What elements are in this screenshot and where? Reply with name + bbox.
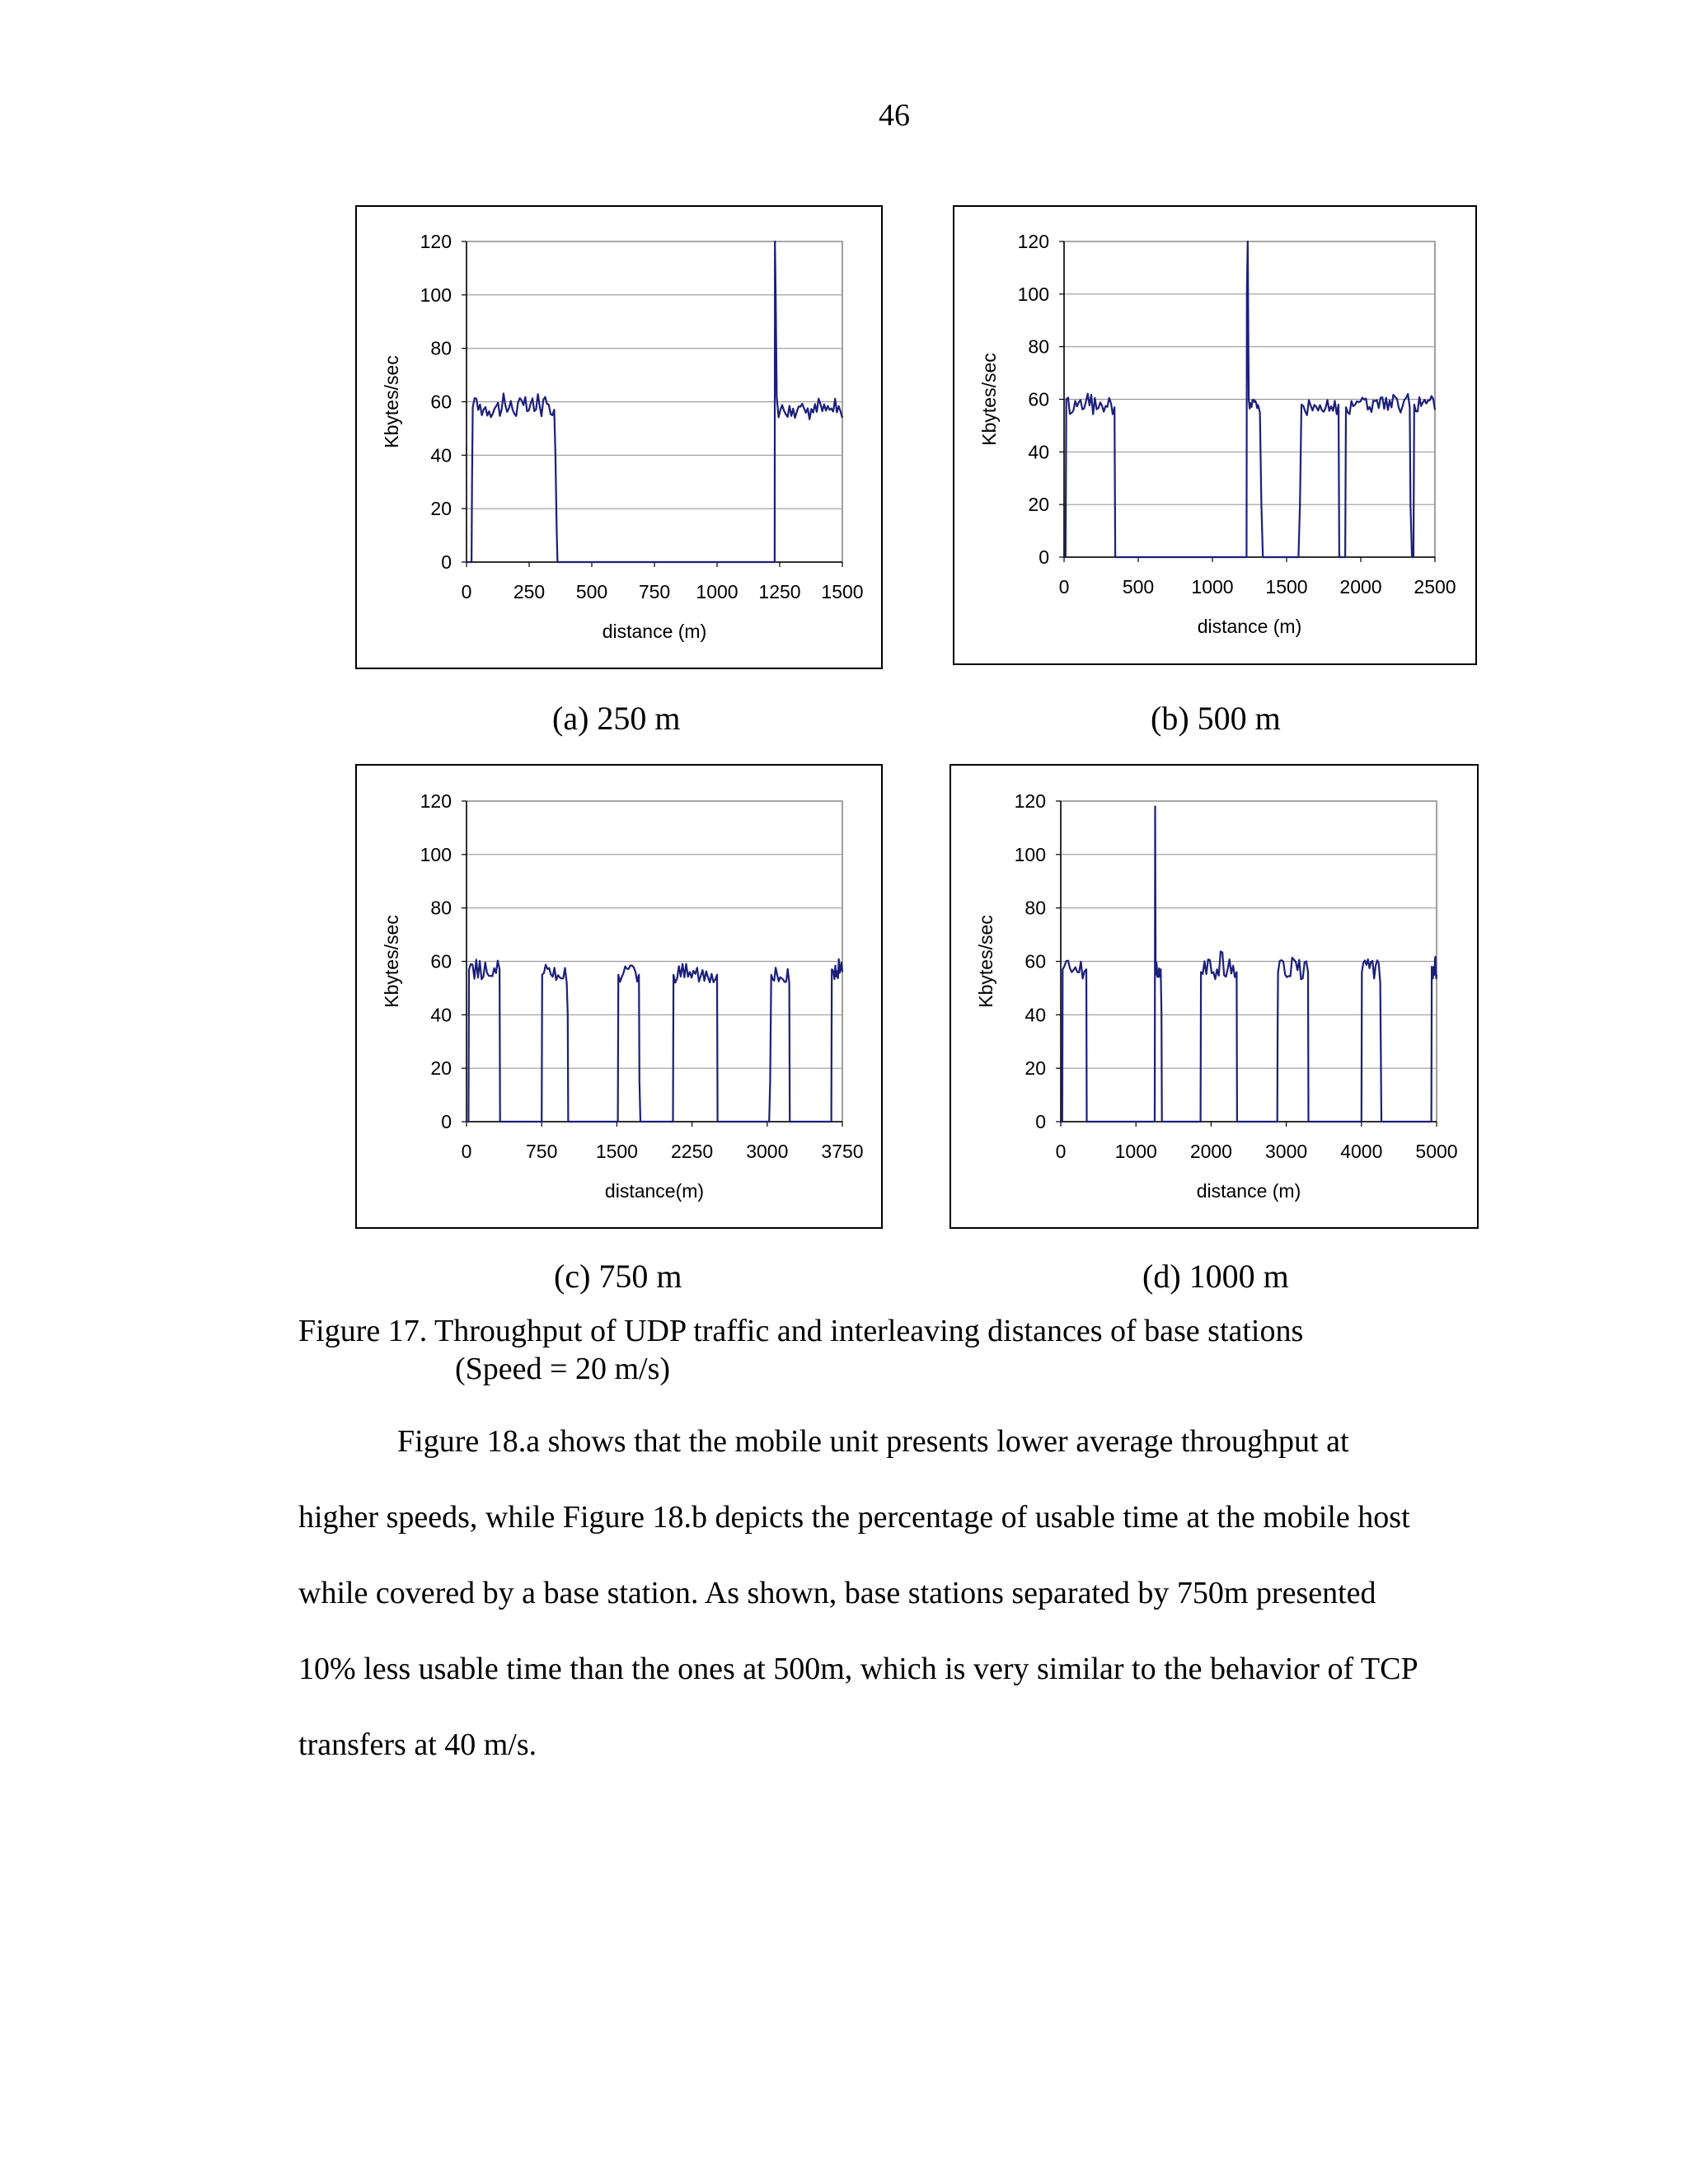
y-tick-label-d-5: 100	[1014, 843, 1046, 865]
y-tick-label-d-3: 60	[1025, 950, 1046, 972]
page-number: 46	[879, 98, 910, 133]
y-tick-label-c-1: 20	[430, 1057, 452, 1080]
x-axis-label-d: distance (m)	[1196, 1180, 1301, 1202]
y-tick-label-c-5: 100	[420, 843, 452, 865]
x-tick-label-b-1: 500	[1122, 576, 1155, 598]
chart-a	[357, 207, 884, 671]
paragraph-line-3: while covered by a base station. As shown, base stations separated by 750m presented	[298, 1576, 1376, 1610]
y-tick-label-d-2: 40	[1025, 1004, 1046, 1026]
y-tick-label-b-3: 60	[1028, 388, 1049, 410]
x-tick-label-d-5: 5000	[1415, 1141, 1458, 1162]
y-tick-label-a-4: 80	[430, 337, 452, 359]
x-tick-label-d-0: 0	[1055, 1141, 1067, 1162]
x-tick-label-d-4: 4000	[1340, 1141, 1383, 1162]
caption-line-2: (Speed = 20 m/s)	[455, 1352, 671, 1386]
chart-b-frame	[953, 205, 1477, 665]
panel-label-c: (c) 750 m	[554, 1258, 682, 1295]
x-tick-label-b-3: 1500	[1265, 576, 1308, 598]
x-tick-label-a-2: 500	[575, 581, 608, 602]
x-axis-label-a: distance (m)	[602, 621, 707, 642]
figure-caption	[298, 1312, 1303, 1388]
chart-b	[954, 207, 1479, 667]
x-tick-label-d-1: 1000	[1114, 1141, 1157, 1162]
y-tick-label-d-6: 120	[1014, 790, 1046, 812]
panel-label-d: (d) 1000 m	[1142, 1258, 1289, 1295]
caption-line-1: Figure 17. Throughput of UDP traffic and interleaving distances of base stations	[298, 1314, 1304, 1348]
x-tick-label-a-3: 750	[638, 581, 671, 602]
x-tick-label-a-4: 1000	[696, 581, 738, 602]
y-axis-label-d: Kbytes/sec	[975, 915, 996, 1008]
x-tick-label-a-0: 0	[461, 581, 472, 602]
y-tick-label-b-4: 80	[1028, 335, 1049, 358]
x-tick-label-c-2: 1500	[595, 1141, 638, 1162]
panel-label-a: (a) 250 m	[552, 700, 681, 737]
y-tick-label-b-0: 0	[1039, 546, 1049, 568]
paragraph-line-4: 10% less usable time than the ones at 500m, which is very similar to the behavior of TCP	[298, 1652, 1418, 1686]
paragraph-line-2: higher speeds, while Figure 18.b depicts the percentage of usable time at the mobile host	[298, 1500, 1410, 1535]
y-tick-label-c-3: 60	[430, 950, 452, 972]
chart-d	[951, 766, 1480, 1230]
x-tick-label-c-4: 3000	[746, 1141, 789, 1162]
x-tick-label-d-2: 2000	[1189, 1141, 1232, 1162]
y-tick-label-a-0: 0	[441, 551, 452, 573]
panel-label-b: (b) 500 m	[1151, 700, 1281, 737]
x-tick-label-a-1: 250	[513, 581, 546, 602]
y-tick-label-d-1: 20	[1025, 1057, 1046, 1080]
paragraph-line-1: Figure 18.a shows that the mobile unit presents lower average throughput at	[397, 1424, 1349, 1459]
y-tick-label-b-5: 100	[1017, 283, 1049, 305]
chart-c	[357, 766, 884, 1230]
x-tick-label-a-6: 1500	[821, 581, 864, 602]
x-axis-label-c: distance(m)	[604, 1180, 705, 1202]
y-tick-label-d-0: 0	[1035, 1111, 1046, 1132]
series-line-d	[1061, 807, 1437, 1122]
y-tick-label-c-6: 120	[420, 790, 452, 812]
y-tick-label-a-1: 20	[430, 498, 452, 520]
series-line-c	[467, 959, 842, 1122]
y-tick-label-c-2: 40	[430, 1004, 452, 1026]
y-tick-label-b-1: 20	[1028, 494, 1049, 516]
y-tick-label-c-0: 0	[441, 1111, 452, 1132]
y-axis-label-c: Kbytes/sec	[381, 915, 402, 1008]
x-tick-label-d-3: 3000	[1265, 1141, 1308, 1162]
y-axis-label-a: Kbytes/sec	[381, 355, 402, 448]
y-tick-label-c-4: 80	[430, 897, 452, 919]
x-tick-label-a-5: 1250	[758, 581, 801, 602]
x-tick-label-c-3: 2250	[671, 1141, 714, 1162]
x-axis-label-b: distance (m)	[1197, 616, 1302, 637]
x-tick-label-b-2: 1000	[1191, 576, 1234, 598]
paragraph-line-5: transfers at 40 m/s.	[298, 1727, 537, 1762]
x-tick-label-c-5: 3750	[821, 1141, 864, 1162]
x-tick-label-b-4: 2000	[1339, 576, 1382, 598]
y-tick-label-a-6: 120	[420, 231, 452, 252]
x-tick-label-c-1: 750	[526, 1141, 558, 1162]
x-tick-label-b-5: 2500	[1414, 576, 1456, 598]
y-tick-label-b-6: 120	[1017, 231, 1049, 252]
y-tick-label-a-5: 100	[420, 284, 452, 306]
y-axis-label-b: Kbytes/sec	[978, 353, 1000, 446]
y-tick-label-d-4: 80	[1025, 897, 1046, 919]
chart-a-frame	[355, 205, 883, 669]
chart-c-frame	[355, 764, 883, 1229]
y-tick-label-b-2: 40	[1028, 441, 1049, 463]
y-tick-label-a-3: 60	[430, 391, 452, 413]
x-tick-label-b-0: 0	[1058, 576, 1070, 598]
y-tick-label-a-2: 40	[430, 444, 452, 466]
chart-d-frame	[950, 764, 1479, 1229]
x-tick-label-c-0: 0	[461, 1141, 472, 1162]
